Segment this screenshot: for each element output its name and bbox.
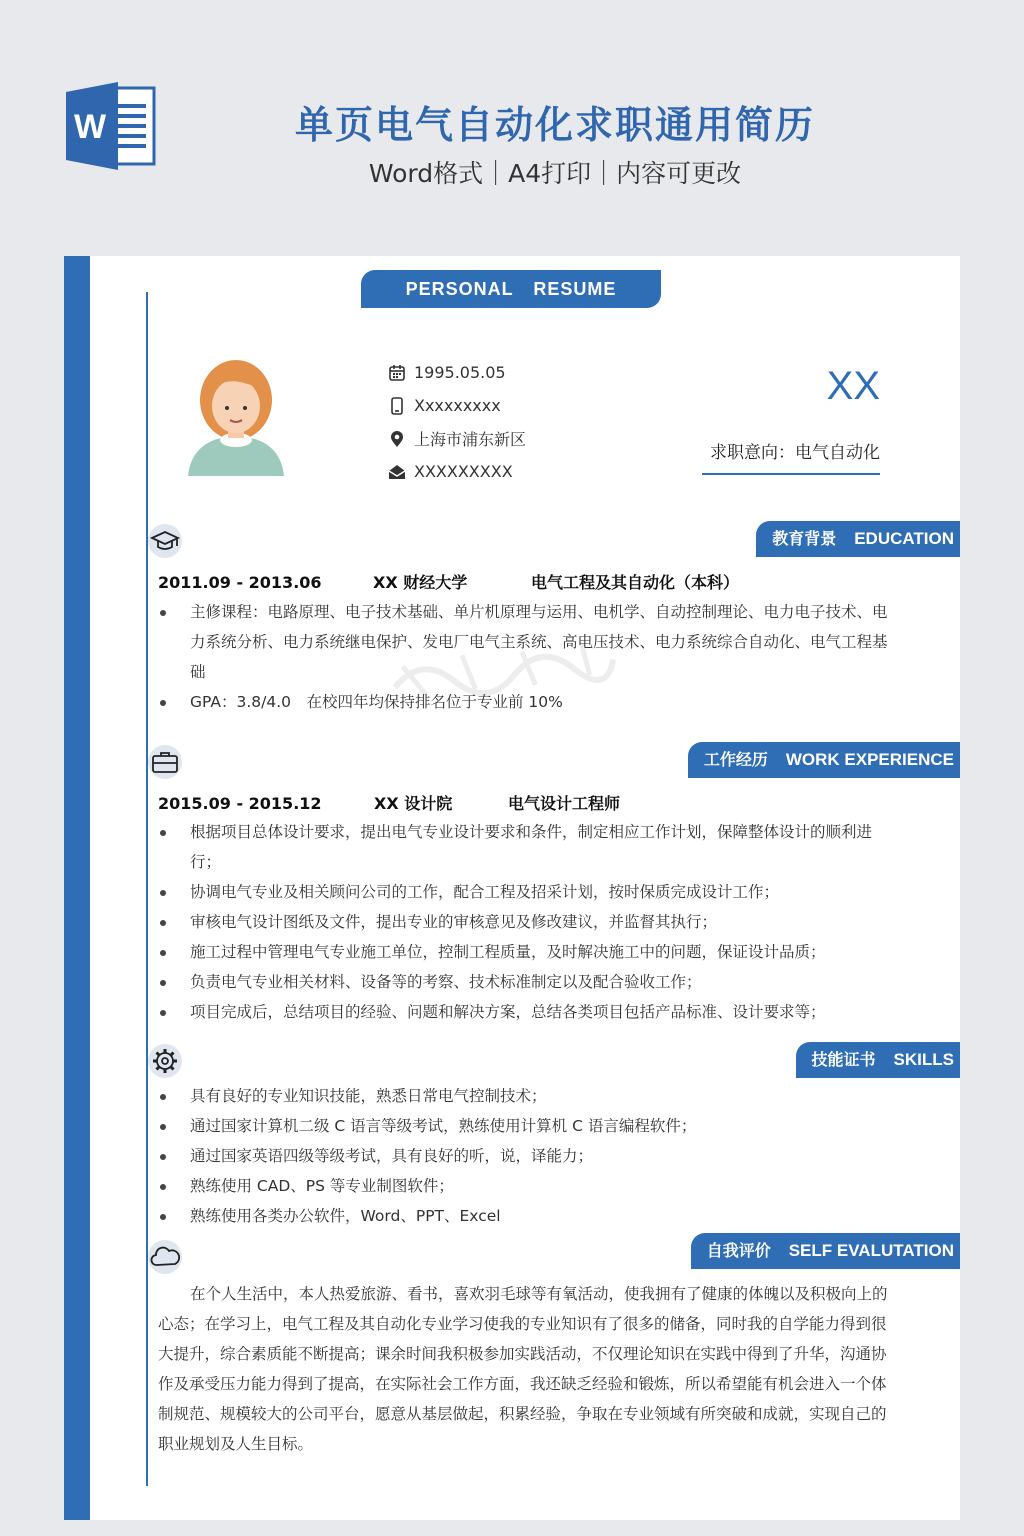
work-header bbox=[688, 742, 960, 778]
word-icon-letter: W bbox=[73, 108, 107, 146]
address-text: 上海市浦东新区 bbox=[414, 430, 527, 449]
avatar bbox=[182, 356, 292, 476]
graduation-cap-icon bbox=[148, 524, 182, 558]
self-eval-header bbox=[691, 1233, 960, 1269]
birthday-text: 1995.05.05 bbox=[414, 363, 506, 382]
education-header bbox=[756, 521, 960, 557]
self-eval-text: 在个人生活中，本人热爱旅游、看书，喜欢羽毛球等有氧活动，使我拥有了健康的体魄以及积极向上的心态；在学习上，电气工程及其自动化专业学习使我的专业知识有了很多的储备，同时我的自学能力得到很大提升，综合素质能不断提高；课余时间我积极参加实践活动，不仅理论知识在实践中得到了升华，沟通协作及承受压力能力得到了提高，在实际社会工作方面，我还缺乏经验和锻炼，所以希望能有机会进入一个体制规范、规模较大的公司平台，愿意从基层做起，积累经验，争取在专业领域有所突破和成就，实现自己的职业规划及人生目标。 bbox=[158, 1285, 888, 1453]
list-item: 通过国家英语四级等级考试，具有良好的听，说，译能力； bbox=[158, 1141, 888, 1171]
location-icon bbox=[388, 430, 406, 448]
cloud-icon bbox=[148, 1240, 182, 1274]
skills-list bbox=[158, 1081, 888, 1231]
list-item: 审核电气设计图纸及文件，提出专业的审核意见及修改建议，并监督其执行； bbox=[158, 907, 898, 937]
work-position: 电气设计工程师 bbox=[508, 794, 621, 813]
word-doc-icon bbox=[66, 82, 156, 170]
mail-icon bbox=[388, 463, 406, 481]
candidate-name: XX bbox=[826, 364, 880, 408]
phone-text: Xxxxxxxxx bbox=[414, 396, 501, 415]
education-school: XX 财经大学 bbox=[373, 573, 468, 592]
list-item: 施工过程中管理电气专业施工单位，控制工程质量，及时解决施工中的问题，保证设计品质； bbox=[158, 937, 898, 967]
education-list bbox=[158, 597, 888, 717]
left-accent-line bbox=[146, 292, 148, 1486]
banner bbox=[0, 0, 1024, 230]
list-item: 负责电气专业相关材料、设备等的考察、技术标准制定以及配合验收工作； bbox=[158, 967, 898, 997]
list-item: 熟练使用 CAD、PS 等专业制图软件； bbox=[158, 1171, 888, 1201]
banner-title: 单页电气自动化求职通用简历 bbox=[294, 103, 815, 147]
skills-title-en: SKILLS bbox=[893, 1050, 954, 1069]
banner-subtitle: Word格式｜A4打印｜内容可更改 bbox=[368, 159, 742, 188]
skills-header bbox=[796, 1042, 960, 1078]
education-title-en: EDUCATION bbox=[854, 529, 954, 548]
contact-info bbox=[388, 356, 688, 488]
list-item: 具有良好的专业知识技能，熟悉日常电气控制技术； bbox=[158, 1081, 888, 1111]
list-item: 根据项目总体设计要求，提出电气专业设计要求和条件，制定相应工作计划，保障整体设计的顺利进行； bbox=[158, 817, 898, 877]
skills-title-cn: 技能证书 bbox=[811, 1050, 876, 1069]
work-company: XX 设计院 bbox=[374, 794, 453, 813]
birthday-row bbox=[388, 356, 688, 389]
gear-icon bbox=[148, 1044, 182, 1078]
address-row bbox=[388, 422, 688, 455]
phone-icon bbox=[388, 397, 406, 415]
work-period: 2015.09 - 2015.12 bbox=[158, 794, 322, 813]
calendar-icon bbox=[388, 364, 406, 382]
education-major: 电气工程及其自动化（本科） bbox=[531, 573, 740, 592]
list-item: 项目完成后，总结项目的经验、问题和解决方案，总结各类项目包括产品标准、设计要求等； bbox=[158, 997, 898, 1027]
phone-row bbox=[388, 389, 688, 422]
list-item: 主修课程：电路原理、电子技术基础、单片机原理与运用、电机学、自动控制理论、电力电子技术、电力系统分析、电力系统继电保护、发电厂电气主系统、高电压技术、电力系统综合自动化、电气工程基础 bbox=[158, 597, 888, 687]
education-summary bbox=[158, 570, 739, 593]
list-item: 协调电气专业及相关顾问公司的工作，配合工程及招采计划，按时保质完成设计工作； bbox=[158, 877, 898, 907]
education-title-cn: 教育背景 bbox=[772, 529, 837, 548]
left-accent-bar bbox=[64, 256, 90, 1520]
work-title-en: WORK EXPERIENCE bbox=[785, 750, 954, 769]
personal-resume-tab: PERSONAL RESUME bbox=[361, 270, 661, 308]
self-eval-title-en: SELF EVALUTATION bbox=[788, 1241, 954, 1260]
education-period: 2011.09 - 2013.06 bbox=[158, 573, 322, 592]
list-item: 通过国家计算机二级 C 语言等级考试，熟练使用计算机 C 语言编程软件； bbox=[158, 1111, 888, 1141]
job-intent: 求职意向：电气自动化 bbox=[702, 438, 880, 475]
work-title-cn: 工作经历 bbox=[703, 750, 768, 769]
work-summary bbox=[158, 791, 620, 814]
work-list bbox=[158, 817, 898, 1027]
email-row bbox=[388, 455, 688, 488]
email-text: XXXXXXXXX bbox=[414, 462, 513, 481]
briefcase-icon bbox=[148, 745, 182, 779]
resume-page bbox=[64, 256, 960, 1520]
list-item: 熟练使用各类办公软件，Word、PPT、Excel bbox=[158, 1201, 888, 1231]
list-item: GPA：3.8/4.0 在校四年均保持排名位于专业前 10% bbox=[158, 687, 888, 717]
self-eval-title-cn: 自我评价 bbox=[706, 1241, 771, 1260]
